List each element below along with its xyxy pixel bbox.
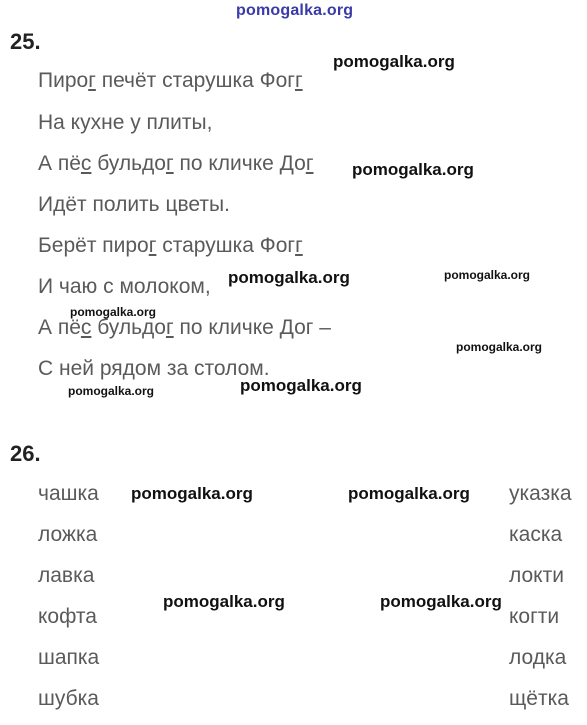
watermark: pomogalka.org — [348, 484, 470, 503]
right-word: лодка — [509, 646, 567, 669]
watermark: pomogalka.org — [163, 592, 285, 611]
right-word: указка — [509, 482, 572, 505]
left-word: ложка — [38, 523, 98, 546]
watermark: pomogalka.org — [456, 340, 543, 354]
watermark: pomogalka.org — [228, 268, 350, 287]
left-word: лавка — [38, 564, 95, 587]
poem-line-6: И чаю с молоком, — [38, 275, 211, 298]
watermark: pomogalka.org — [68, 384, 155, 398]
poem-line-4: Идёт полить цветы. — [38, 193, 230, 216]
left-word: чашка — [38, 482, 99, 505]
poem-line-1: Пирог печёт старушка Фогг — [38, 69, 303, 92]
watermark: pomogalka.org — [131, 484, 253, 503]
right-word: каска — [509, 523, 563, 546]
watermark: pomogalka.org — [70, 305, 157, 319]
watermark: pomogalka.org — [444, 268, 531, 282]
right-word: когти — [509, 605, 560, 628]
exercise-25-number: 25. — [10, 29, 41, 54]
watermark-top: pomogalka.org — [236, 2, 354, 19]
poem-line-3: А пёс бульдог по кличке Дог — [38, 152, 314, 175]
poem-line-8: С ней рядом за столом. — [38, 357, 270, 380]
right-word: щётка — [509, 687, 569, 710]
left-word: кофта — [38, 605, 97, 628]
right-word: локти — [509, 564, 564, 587]
watermark: pomogalka.org — [240, 376, 362, 395]
watermark: pomogalka.org — [333, 52, 455, 71]
left-word: шубка — [38, 687, 99, 710]
poem-line-5: Берёт пирог старушка Фогг — [38, 234, 303, 257]
watermark: pomogalka.org — [380, 592, 502, 611]
poem-line-2: На кухне у плиты, — [38, 111, 213, 134]
watermark: pomogalka.org — [352, 160, 474, 179]
left-word: шапка — [38, 646, 100, 669]
exercise-26-number: 26. — [10, 441, 41, 466]
poem-line-7: А пёс бульдог по кличке Дог – — [38, 316, 331, 339]
